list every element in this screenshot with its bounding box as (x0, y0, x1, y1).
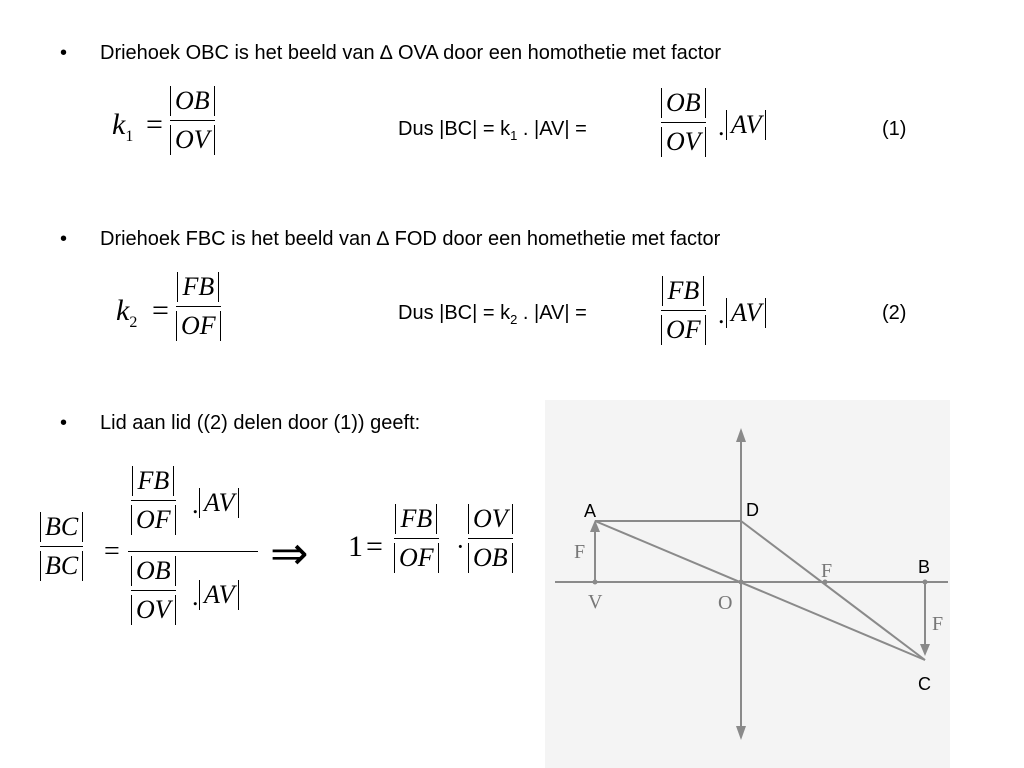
point-v (593, 580, 598, 585)
label-a: A (584, 501, 597, 521)
compound-bottom-dot: . (192, 582, 199, 611)
dus-text-1: Dus $|BC| = k_1$ . |AV| = (398, 118, 587, 143)
compound-top-numerator: FB (132, 466, 174, 496)
dus1-dot: . (718, 112, 725, 141)
k1-fraction (170, 86, 215, 155)
k1-letter: $k_1$ (112, 108, 134, 145)
eq3-equals: = (104, 536, 120, 567)
k1-equals: = (146, 108, 163, 141)
dus2-numerator: FB (662, 276, 704, 306)
bullet-marker-1: • (60, 42, 68, 64)
label-v: V (588, 591, 603, 613)
k2-equals: = (152, 294, 169, 327)
dus-text-2: Dus $|BC| = k_2$ . |AV| = (398, 302, 587, 327)
label-f-right: F (932, 613, 944, 635)
dus2-av: AV (726, 298, 766, 328)
result2-numerator: OV (468, 504, 513, 534)
k2-numerator: FB (177, 272, 219, 302)
bullet-text-3: Lid aan lid ((2) delen door (1)) geeft: (100, 412, 421, 434)
compound-main-line (128, 551, 258, 552)
label-b: B (918, 557, 931, 577)
dus1-numerator: OB (661, 88, 706, 118)
compound-bottom-fraction (131, 556, 176, 625)
compound-bottom-denominator: OV (131, 595, 176, 625)
dus1-av: AV (726, 110, 766, 140)
compound-top-denominator: OF (131, 505, 176, 535)
result-dot: · (456, 532, 465, 561)
label-d: D (746, 500, 759, 520)
result-equals: = (366, 530, 383, 563)
equation-tag-2: (2) (882, 302, 907, 324)
lens-diagram (545, 400, 950, 768)
label-f-left: F (574, 541, 586, 563)
k1-denominator: OV (170, 125, 215, 155)
dus2-dot: . (718, 300, 725, 329)
result2-denominator: OB (468, 543, 513, 573)
label-c: C (918, 674, 931, 694)
result-fraction-1 (394, 504, 439, 573)
k2-fraction (176, 272, 221, 341)
dus2-denominator: OF (661, 315, 706, 345)
dus1-denominator: OV (661, 127, 706, 157)
dus2-fraction (661, 276, 706, 345)
bullet-text-1: Driehoek OBC is het beeld van ∆ OVA door een homothetie met factor (100, 42, 722, 64)
bullet-marker-3: • (60, 412, 68, 434)
result1-denominator: OF (394, 543, 439, 573)
equation-tag-1: (1) (882, 118, 907, 140)
dus1-fraction (661, 88, 706, 157)
k2-letter: $k_2$ (116, 294, 138, 331)
compound-top-dot: . (192, 490, 199, 519)
result-one: 1 (348, 530, 363, 563)
lhs-denominator: BC (40, 551, 83, 581)
lhs-numerator: BC (40, 512, 83, 542)
compound-top-av: AV (199, 488, 239, 518)
label-o: O (718, 592, 733, 614)
bullet-text-2: Driehoek FBC is het beeld van ∆ FOD door een homethetie met factor (100, 228, 721, 250)
label-f-axis: F (821, 560, 833, 582)
result1-numerator: FB (395, 504, 437, 534)
bullet-marker-2: • (60, 228, 68, 250)
point-o (739, 580, 744, 585)
k1-numerator: OB (170, 86, 215, 116)
compound-bottom-numerator: OB (131, 556, 176, 586)
k2-denominator: OF (176, 311, 221, 341)
lhs-fraction (40, 512, 83, 581)
implies-arrow: ⇒ (270, 528, 309, 579)
diagram-background (545, 400, 950, 768)
compound-top-fraction (131, 466, 176, 535)
compound-bottom-av: AV (199, 580, 239, 610)
result-fraction-2 (468, 504, 513, 573)
point-b (923, 580, 928, 585)
